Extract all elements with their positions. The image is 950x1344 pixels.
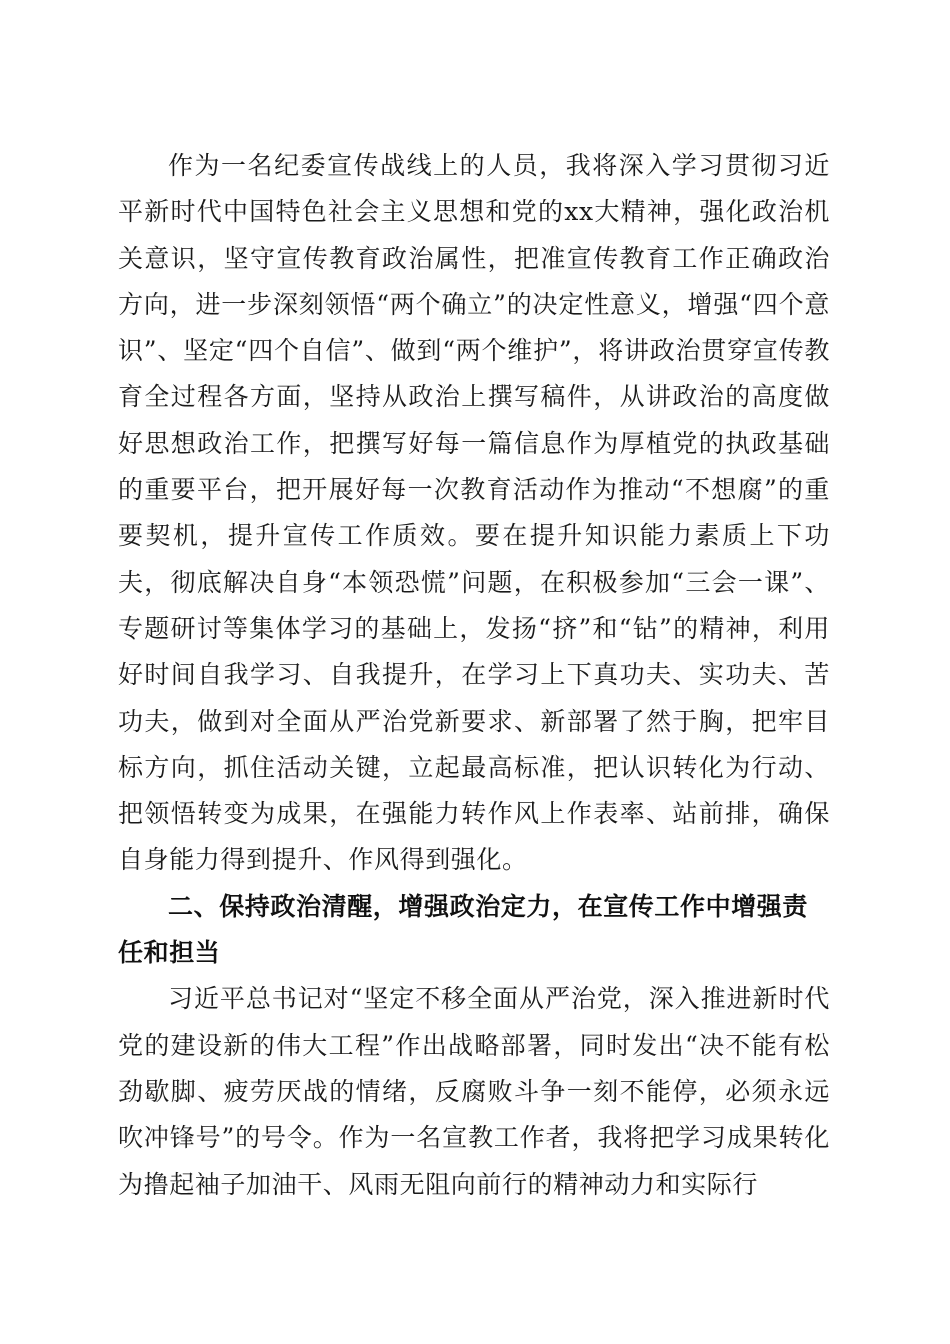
document-body <box>118 143 830 1208</box>
body-paragraph: 作为一名纪委宣传战线上的人员，我将深入学习贯彻习近平新时代中国特色社会主义思想和党的xx大精神，强化政治机关意识，坚守宣传教育政治属性，把准宣传教育工作正确政治方向，进一步深刻领悟“两个确立”的决定性意义，增强“四个意识”、坚定“四个自信”、做到“两个维护”，将讲政治贯穿宣传教育全过程各方面，坚持从政治上撰写稿件，从讲政治的高度做好思想政治工作，把撰写好每一篇信息作为厚植党的执政基础的重要平台，把开展好每一次教育活动作为推动“不想腐”的重要契机，提升宣传工作质效。要在提升知识能力素质上下功夫，彻底解决自身“本领恐慌”问题，在积极参加“三会一课”、专题研讨等集体学习的基础上，发扬“挤”和“钻”的精神，利用好时间自我学习、自我提升，在学习上下真功夫、实功夫、苦功夫，做到对全面从严治党新要求、新部署了然于胸，把牢目标方向，抓住活动关键，立起最高标准，把认识转化为行动、把领悟转变为成果，在强能力转作风上作表率、站前排，确保自身能力得到提升、作风得到强化。 <box>118 151 830 875</box>
section-heading: 二、保持政治清醒，增强政治定力，在宣传工作中增强责任和担当 <box>118 891 809 968</box>
body-paragraph: 习近平总书记对“坚定不移全面从严治党，深入推进新时代党的建设新的伟大工程”作出战略部署，同时发出“决不能有松劲歇脚、疲劳厌战的情绪，反腐败斗争一刻不能停，必须永远吹冲锋号”的号令。作为一名宣教工作者，我将把学习成果转化为撸起袖子加油干、风雨无阻向前行的精神动力和实际行 <box>118 984 830 1199</box>
